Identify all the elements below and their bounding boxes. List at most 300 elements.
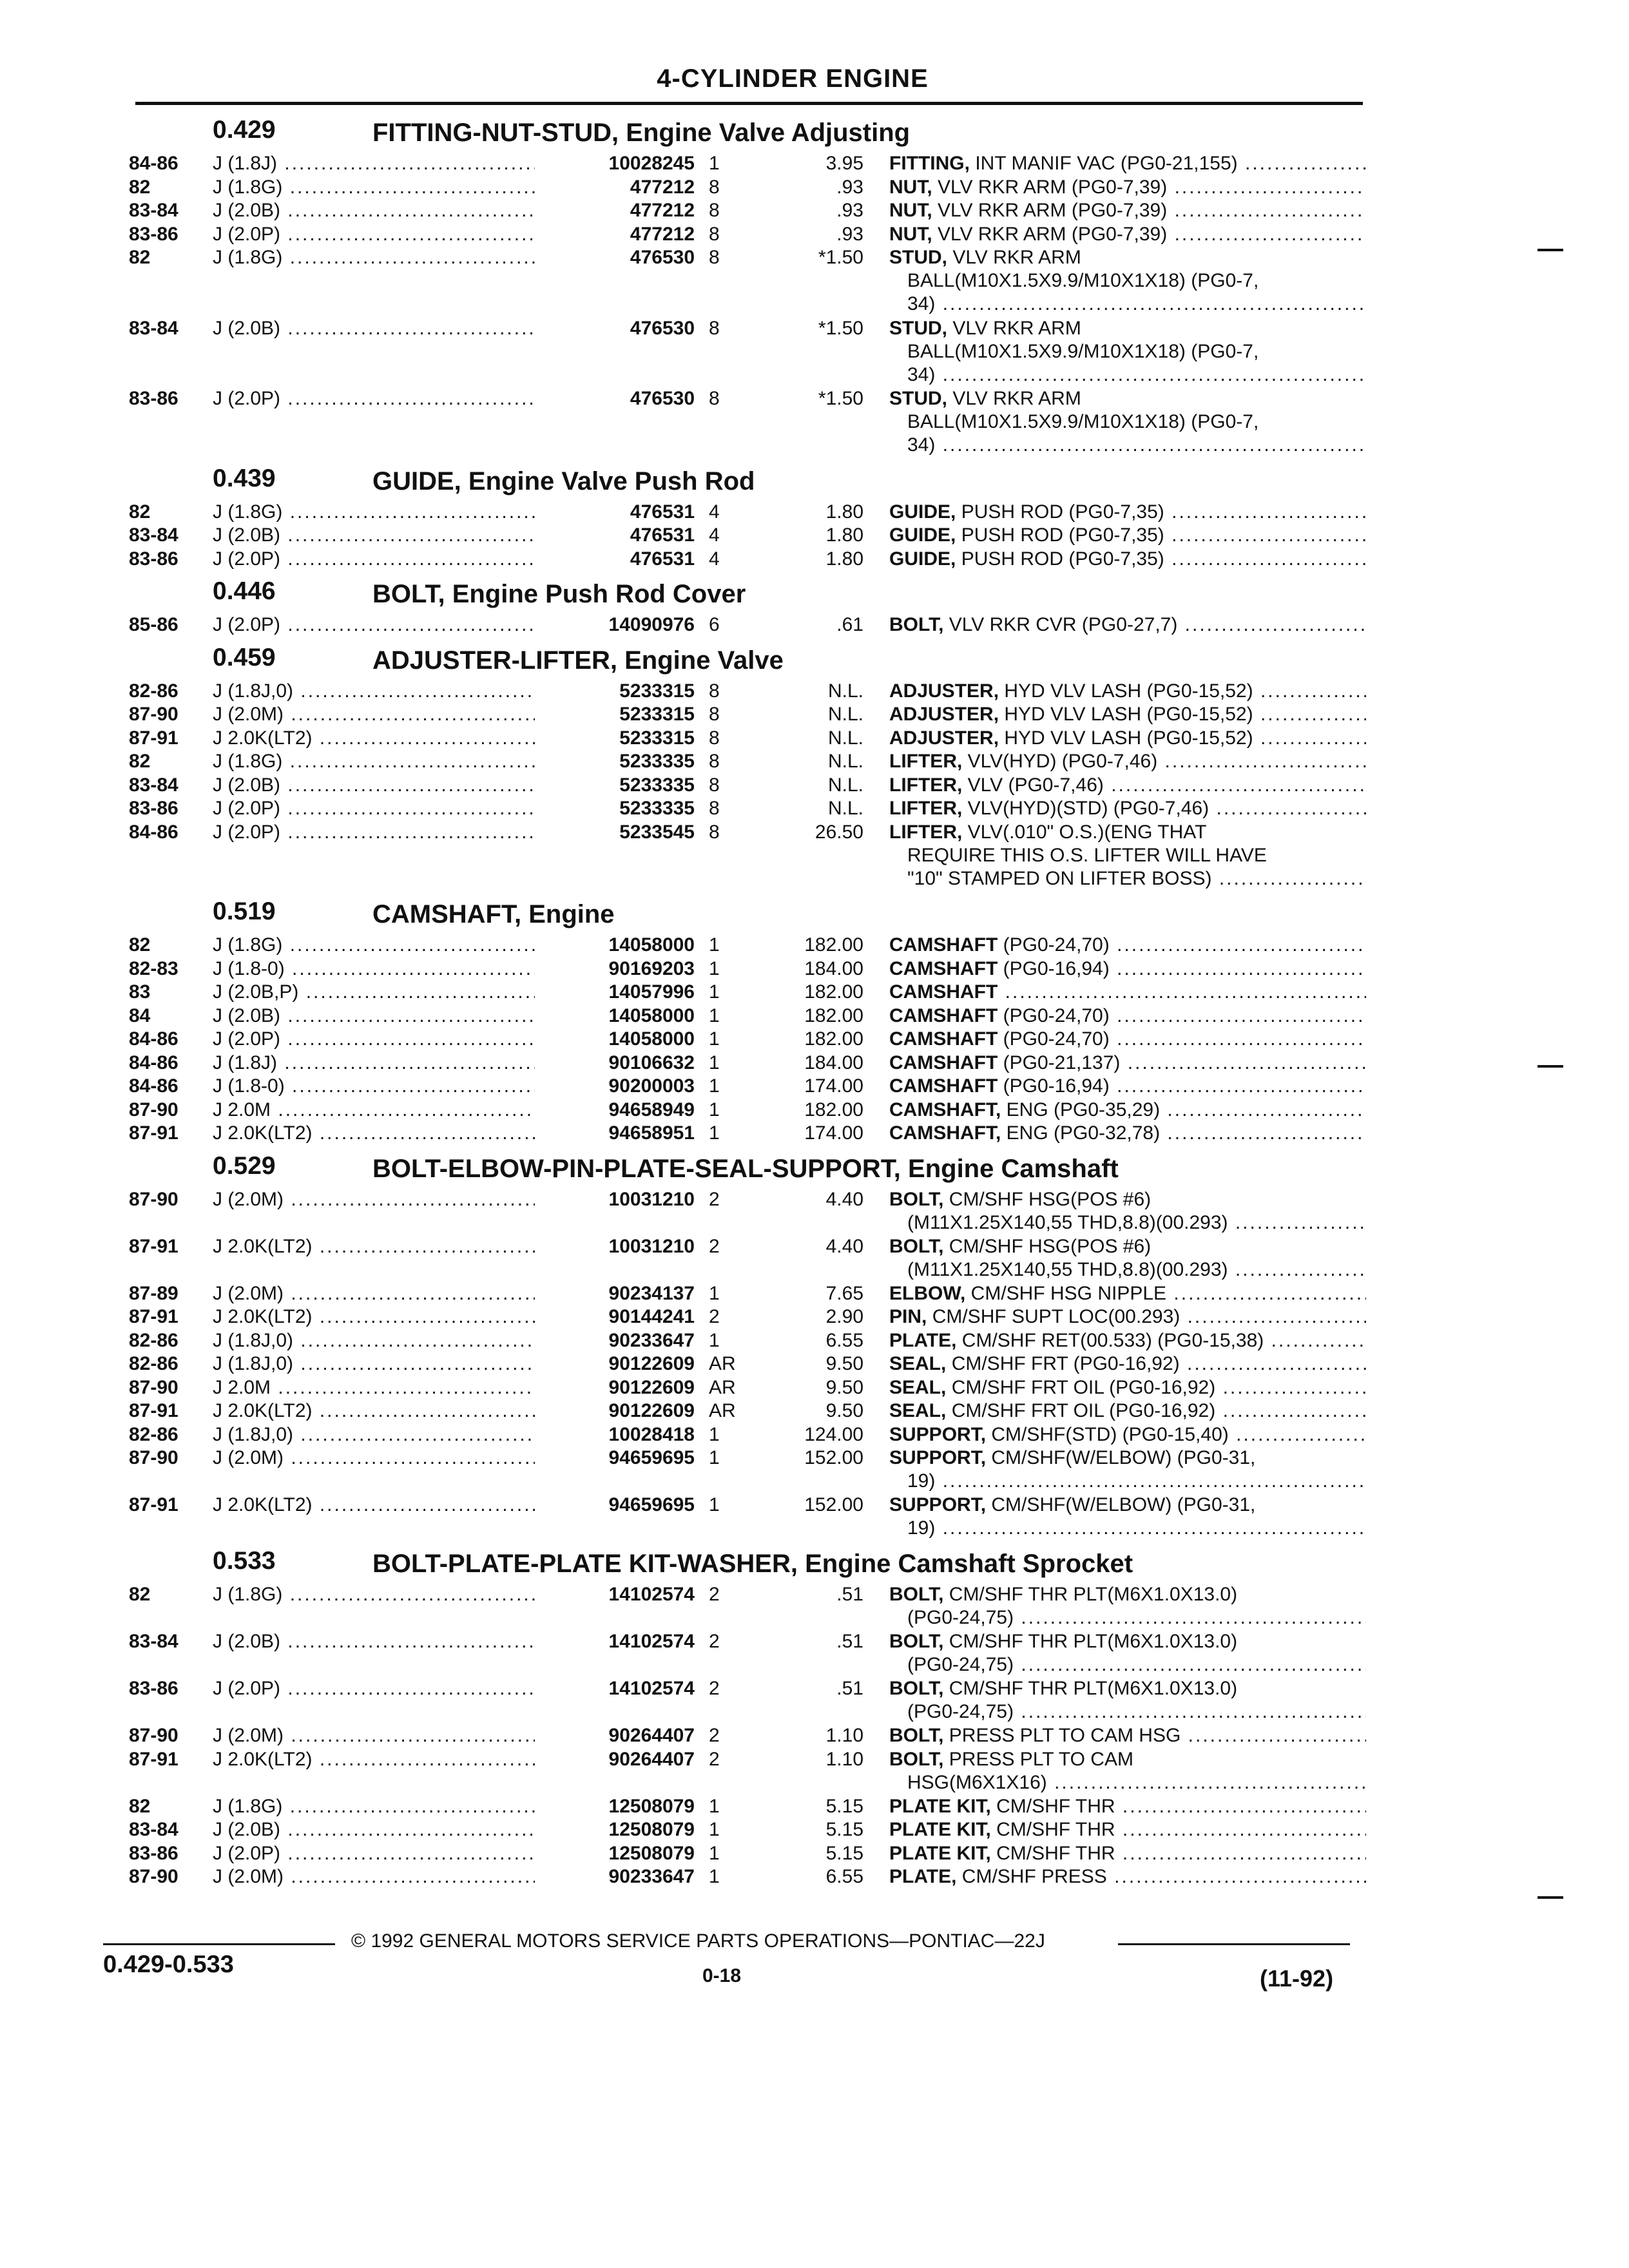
price: 1.80 [825,524,863,546]
parts-row [0,981,1629,1004]
model-years: 82-86 [129,680,178,702]
description [889,1122,1366,1145]
model-engine: J (2.0M) ..... [213,1724,548,1747]
description-text: 19) [907,1517,936,1539]
description-line [889,750,1366,773]
price: 182.00 [804,981,863,1003]
description-keyword: GUIDE, [889,501,956,523]
price: .51 [836,1678,863,1699]
description [889,176,1366,199]
parts-row [0,957,1629,981]
parts-row [0,1630,1629,1677]
section-header [0,637,1629,680]
part-number: 5233335 [535,774,695,797]
parts-row [0,223,1629,247]
description [889,774,1366,797]
model-engine: J 2.0K(LT2) ..... [213,1494,548,1517]
section-number: 0.533 [213,1547,276,1575]
model-years: 83-86 [129,548,178,570]
description-keyword: STUD, [889,388,947,409]
description [889,1494,1366,1540]
description-line [889,1677,1366,1700]
description-keyword: NUT, [889,176,932,198]
description [889,1235,1366,1282]
description-line [889,1122,1366,1145]
description-keyword: ADJUSTER, [889,727,999,749]
model-engine: J (1.8G) ..... [213,750,548,773]
model-engine: J (2.0P) ..... [213,1028,548,1051]
description-text: (PG0-24,70) [998,934,1110,956]
description [889,1423,1366,1446]
description [889,1352,1366,1376]
part-number: 476530 [535,317,695,340]
part-number: 10028245 [535,152,695,175]
description [889,613,1366,637]
price: 174.00 [804,1122,863,1144]
section-name: FITTING-NUT-STUD, Engine Valve Adjusting [372,119,911,147]
parts-row [0,774,1629,798]
model-engine: J (1.8G) ..... [213,1583,548,1606]
description-line [889,1376,1366,1399]
description-keyword: CAMSHAFT [889,957,998,979]
parts-row [0,821,1629,892]
description-keyword: CAMSHAFT [889,1004,998,1026]
part-number: 14102574 [535,1630,695,1653]
part-number: 90106632 [535,1052,695,1075]
description [889,387,1366,457]
description-keyword: CAMSHAFT [889,981,998,1003]
model-engine: J (2.0P) ..... [213,1842,548,1865]
description-keyword: BOLT, [889,1725,944,1746]
quantity: 4 [709,501,720,523]
price: .93 [836,176,863,198]
description-text: VLV (PG0-7,46) [962,774,1104,796]
description-text: PRESS PLT TO CAM HSG [943,1725,1181,1746]
model-engine: J (2.0B,P) ..... [213,981,548,1004]
description [889,934,1366,957]
parts-row [0,703,1629,727]
parts-row [0,1376,1629,1400]
model-engine: J (2.0P) ..... [213,548,548,571]
model-years: 83-84 [129,317,178,339]
part-number: 476530 [535,246,695,269]
quantity: 1 [709,1028,720,1050]
description-text: CM/SHF FRT OIL (PG0-16,92) [946,1376,1216,1398]
price: 174.00 [804,1075,863,1097]
parts-row [0,1099,1629,1122]
description-keyword: BOLT, [889,1188,944,1210]
quantity: 1 [709,1795,720,1817]
quantity: 4 [709,548,720,570]
part-number: 10028418 [535,1423,695,1446]
header-rule [135,102,1363,105]
description-line [889,1305,1366,1329]
quantity: 2 [709,1188,720,1210]
price: .61 [836,614,863,635]
description-keyword: ADJUSTER, [889,680,999,702]
model-years: 82 [129,751,151,772]
price: 2.90 [825,1306,863,1327]
description-text: PUSH ROD (PG0-7,35) [956,501,1164,523]
description [889,1630,1366,1677]
description-text: HYD VLV LASH (PG0-15,52) [999,680,1253,702]
model-years: 87-90 [129,1725,178,1746]
description [889,223,1366,246]
quantity: 1 [709,1819,720,1840]
price: *1.50 [818,317,863,339]
description [889,1376,1366,1399]
description-line [889,1235,1366,1258]
description-text: BALL(M10X1.5X9.9/M10X1X18) (PG0-7, [907,270,1259,291]
description [889,524,1366,547]
description-keyword: SEAL, [889,1353,947,1374]
quantity: 1 [709,1866,720,1887]
parts-row [0,152,1629,176]
price: 1.80 [825,501,863,523]
description [889,1677,1366,1724]
parts-row [0,387,1629,458]
description-text: (PG0-21,137) [998,1052,1121,1073]
description [889,246,1366,316]
description-keyword: CAMSHAFT [889,1052,998,1073]
model-years: 82 [129,934,151,956]
parts-row [0,1842,1629,1866]
part-number: 10031210 [535,1235,695,1258]
section-number: 0.429 [213,116,276,144]
quantity: 1 [709,957,720,979]
description-text: HYD VLV LASH (PG0-15,52) [999,704,1253,725]
price: 1.80 [825,548,863,570]
description-keyword: BOLT, [889,1631,944,1652]
model-engine: J (2.0B) ..... [213,524,548,547]
quantity: 6 [709,614,720,635]
parts-row [0,1818,1629,1842]
description-text: CM/SHF HSG NIPPLE [965,1282,1167,1304]
description-text: VLV RKR ARM [947,247,1081,268]
description-line [889,1748,1366,1771]
parts-row [0,501,1629,524]
description-line [889,1865,1366,1888]
parts-row [0,1004,1629,1028]
price: *1.50 [818,388,863,409]
description [889,703,1366,726]
price: 152.00 [804,1494,863,1515]
description-text: CM/SHF FRT (PG0-16,92) [946,1353,1180,1374]
quantity: 8 [709,223,720,245]
price: .51 [836,1631,863,1652]
parts-row [0,750,1629,774]
model-engine: J (2.0M) ..... [213,703,548,726]
part-number: 90122609 [535,1399,695,1423]
quantity: 8 [709,388,720,409]
description-text: (PG0-24,75) [907,1701,1014,1722]
section-number: 0.519 [213,898,276,925]
description-keyword: LIFTER, [889,821,963,843]
description-line [889,1818,1366,1841]
quantity: 2 [709,1725,720,1746]
section-header [0,891,1629,934]
parts-row [0,1235,1629,1282]
description-keyword: GUIDE, [889,548,956,570]
model-engine: J (1.8J) ..... [213,152,548,175]
quantity: 4 [709,524,720,546]
description-line [889,176,1366,199]
price: 1.10 [825,1725,863,1746]
quantity: 1 [709,1099,720,1120]
part-number: 94659695 [535,1446,695,1470]
quantity: 1 [709,1075,720,1097]
description-text: INT MANIF VAC (PG0-21,155) [969,153,1238,174]
section-name: ADJUSTER-LIFTER, Engine Valve [372,646,784,675]
model-engine: J (2.0P) ..... [213,821,548,844]
description-line [889,1075,1366,1098]
price: 5.15 [825,1795,863,1817]
description-line [889,1630,1366,1653]
description [889,727,1366,750]
description-line [889,1211,1366,1235]
model-engine: J (1.8G) ..... [213,1795,548,1818]
description-text: 34) [907,434,936,456]
description-line [889,1494,1366,1517]
part-number: 90122609 [535,1352,695,1376]
footer-section-range: 0.429-0.533 [103,1951,234,1978]
description [889,152,1366,175]
model-years: 87-90 [129,1099,178,1120]
part-number: 476531 [535,548,695,571]
description-line [889,524,1366,547]
parts-row [0,1329,1629,1353]
model-engine: J 2.0K(LT2) ..... [213,1235,548,1258]
parts-row [0,727,1629,751]
section-number: 0.529 [213,1151,276,1180]
part-number: 12508079 [535,1818,695,1841]
model-engine: J (2.0B) ..... [213,1630,548,1653]
price: 9.50 [825,1376,863,1398]
model-engine: J (2.0P) ..... [213,387,548,410]
description-text: ENG (PG0-35,29) [1001,1099,1161,1120]
description-keyword: CAMSHAFT [889,1075,998,1097]
description-keyword: LIFTER, [889,774,963,796]
description-text: 34) [907,293,936,314]
description-line [889,1052,1366,1075]
margin-mark [1537,1896,1563,1899]
price: N.L. [827,751,863,772]
description-keyword: STUD, [889,317,947,339]
parts-row [0,1724,1629,1748]
description [889,750,1366,773]
part-number: 90233647 [535,1329,695,1352]
parts-row [0,1865,1629,1889]
model-engine: J (1.8G) ..... [213,246,548,269]
parts-row [0,1446,1629,1494]
section-name: BOLT-PLATE-PLATE KIT-WASHER, Engine Camshaft Sprocket [372,1550,1133,1578]
part-number: 90122609 [535,1376,695,1399]
description-keyword: CAMSHAFT, [889,1099,1001,1120]
price: 182.00 [804,1004,863,1026]
parts-row [0,934,1629,957]
quantity: 1 [709,981,720,1003]
model-engine: J (1.8G) ..... [213,501,548,524]
description-keyword: PLATE KIT, [889,1842,991,1864]
description-text: (PG0-16,94) [998,957,1110,979]
quantity: AR [709,1400,736,1421]
description-line [889,223,1366,246]
section-number: 0.439 [213,464,276,492]
quantity: 1 [709,1423,720,1445]
description-text: PRESS PLT TO CAM [943,1748,1133,1770]
quantity: 1 [709,1052,720,1073]
model-years: 82 [129,1584,151,1605]
description-line [889,1700,1366,1724]
part-number: 477212 [535,176,695,199]
description [889,957,1366,981]
description-line [889,1606,1366,1629]
model-years: 84-86 [129,1075,178,1097]
description [889,1865,1366,1888]
quantity: 1 [709,1842,720,1864]
quantity: 2 [709,1631,720,1652]
description-keyword: PLATE KIT, [889,1795,991,1817]
description [889,1583,1366,1629]
model-engine: J (2.0P) ..... [213,223,548,246]
description [889,1399,1366,1423]
part-number: 476530 [535,387,695,410]
part-number: 12508079 [535,1795,695,1818]
description-line [889,293,1366,316]
description-text: VLV RKR ARM (PG0-7,39) [932,200,1168,221]
description [889,1446,1366,1493]
model-engine: J 2.0K(LT2) ..... [213,727,548,750]
price: 6.55 [825,1329,863,1351]
price: 26.50 [815,821,863,843]
description-text: VLV RKR ARM [947,388,1081,409]
description-line [889,1282,1366,1305]
price: N.L. [827,798,863,819]
description [889,199,1366,222]
description-line [889,1724,1366,1747]
description-line [889,981,1366,1004]
quantity: 1 [709,1122,720,1144]
section-number: 0.459 [213,643,276,671]
model-years: 87-90 [129,1188,178,1210]
model-engine: J (2.0M) ..... [213,1446,548,1470]
model-years: 87-91 [129,1306,178,1327]
quantity: 8 [709,247,720,268]
model-years: 87-91 [129,1122,178,1144]
description-line [889,1004,1366,1028]
parts-row [0,1352,1629,1376]
quantity: 8 [709,751,720,772]
model-engine: J (2.0B) ..... [213,774,548,797]
description [889,1329,1366,1352]
description-keyword: CAMSHAFT [889,934,998,956]
price: 6.55 [825,1866,863,1887]
description-line [889,1517,1366,1540]
parts-row [0,680,1629,704]
parts-row [0,1677,1629,1724]
description [889,1282,1366,1305]
model-years: 87-91 [129,1400,178,1421]
price: 182.00 [804,1028,863,1050]
price: N.L. [827,774,863,796]
description-text: 34) [907,363,936,385]
quantity: 8 [709,176,720,198]
description-line [889,797,1366,820]
description-line [889,1842,1366,1865]
model-engine: J (2.0M) ..... [213,1865,548,1888]
description-line [889,269,1366,293]
model-years: 84-86 [129,153,178,174]
price: 182.00 [804,934,863,956]
model-years: 82 [129,1795,151,1817]
description-keyword: BOLT, [889,1235,944,1257]
price: 4.40 [825,1188,863,1210]
price: 152.00 [804,1447,863,1468]
parts-row [0,1423,1629,1447]
part-number: 5233545 [535,821,695,844]
description [889,501,1366,524]
description-line [889,548,1366,571]
description-keyword: ELBOW, [889,1282,966,1304]
quantity: 1 [709,1447,720,1468]
model-years: 85-86 [129,614,178,635]
quantity: 2 [709,1306,720,1327]
model-years: 83-86 [129,1842,178,1864]
description-keyword: ADJUSTER, [889,704,999,725]
model-engine: J (2.0B) ..... [213,1004,548,1028]
description-line [889,727,1366,750]
model-engine: J (1.8G) ..... [213,934,548,957]
footer-rule [1118,1943,1350,1945]
model-years: 82-86 [129,1329,178,1351]
model-years: 84-86 [129,1028,178,1050]
description-keyword: BOLT, [889,1748,944,1770]
description-line [889,867,1366,890]
description-text: (M11X1.25X140,55 THD,8.8)(00.293) [907,1211,1228,1233]
quantity: 8 [709,317,720,339]
quantity: 1 [709,1329,720,1351]
description [889,548,1366,571]
description-line [889,1028,1366,1051]
description-line [889,410,1366,434]
part-number: 5233315 [535,680,695,703]
model-years: 83-86 [129,388,178,409]
part-number: 90264407 [535,1748,695,1771]
description-line [889,434,1366,457]
price: 182.00 [804,1099,863,1120]
model-years: 83-84 [129,200,178,221]
description-text: CM/SHF HSG(POS #6) [943,1188,1152,1210]
parts-row [0,613,1629,637]
model-engine: J 2.0K(LT2) ..... [213,1305,548,1329]
model-years: 87-90 [129,1376,178,1398]
section-number: 0.446 [213,577,276,605]
description [889,1748,1366,1794]
section-header [0,458,1629,501]
description-text: VLV(HYD)(STD) (PG0-7,46) [962,798,1210,819]
description-keyword: STUD, [889,247,947,268]
part-number: 5233315 [535,727,695,750]
part-number: 14058000 [535,934,695,957]
quantity: 1 [709,1282,720,1304]
description [889,1075,1366,1098]
description-text: CM/SHF THR PLT(M6X1.0X13.0) [943,1631,1238,1652]
part-number: 476531 [535,524,695,547]
model-years: 82-86 [129,1423,178,1445]
description-line [889,1099,1366,1122]
footer-page-number: 0-18 [702,1965,742,1986]
description-line [889,501,1366,524]
